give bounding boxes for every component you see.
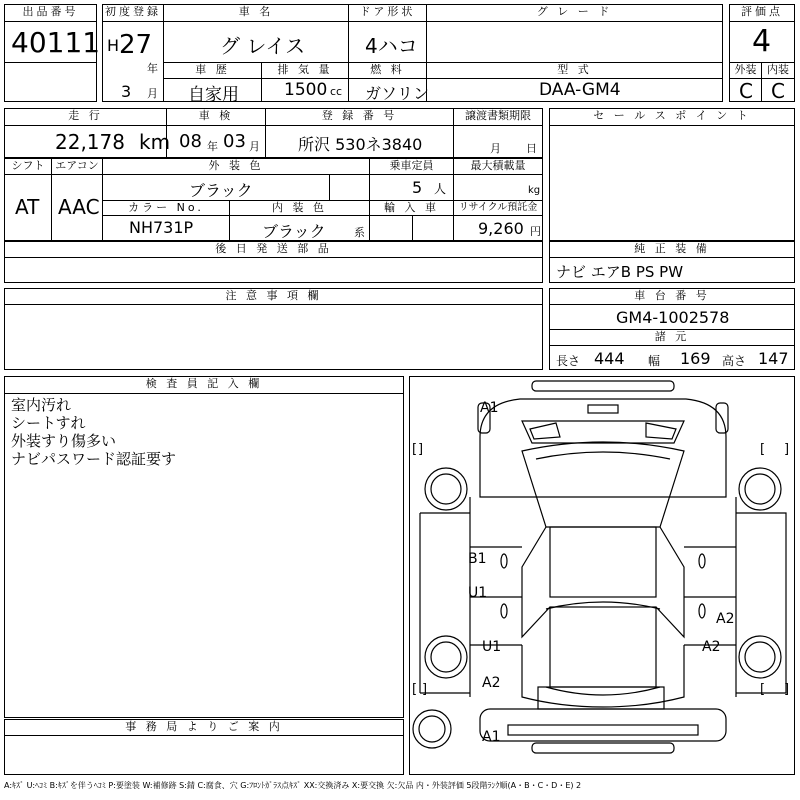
interior-color-header: 内 装 色 (229, 200, 370, 216)
inspection-year-unit: 年 (207, 140, 218, 153)
plate-header: 登 録 番 号 (265, 108, 454, 126)
inspection-cell (166, 125, 266, 158)
sales-point-cell (549, 125, 795, 241)
inspector-line: シートすれ (11, 414, 86, 432)
air-conditioner: AAC (58, 195, 100, 219)
interior-grade: C (771, 79, 785, 103)
mileage: 22,178 (55, 130, 125, 154)
car-diagram (409, 376, 795, 775)
transfer-deadline-header: 譲渡書類期限 (453, 108, 543, 126)
capacity: 5 (412, 178, 423, 197)
door-header: ドア形状 (348, 4, 427, 22)
max-load-cell (453, 174, 543, 201)
exterior-cell (729, 78, 762, 102)
import-cell-a (369, 215, 413, 241)
svg-text:[: [ (412, 682, 418, 697)
equipment-cell (549, 257, 795, 283)
equipment-header: 純 正 装 備 (549, 241, 795, 258)
plate-number: 所沢 530ネ3840 (298, 135, 423, 154)
score: 4 (752, 24, 772, 59)
damage-mark: A2 (702, 639, 721, 655)
svg-text:[: [ (760, 682, 766, 697)
color-number-header: カラー No. (102, 200, 230, 216)
history-header: 車 歴 (163, 62, 262, 79)
transfer-month-unit: 月 (490, 142, 501, 155)
shift: AT (15, 195, 40, 219)
car-name: グ レイス (220, 34, 306, 58)
registration-year: 27 (119, 30, 153, 60)
transfer-deadline-cell (453, 125, 543, 158)
damage-mark: A1 (482, 729, 501, 745)
first-registration-header: 初度登録 (102, 4, 164, 22)
displacement: 1500 (284, 80, 328, 100)
model-code: DAA-GM4 (539, 80, 621, 100)
inspector-line: ナビパスワード認証要す (11, 450, 177, 468)
exterior-color-extra-cell (329, 174, 370, 201)
model-cell (426, 78, 723, 102)
interior-color-cell (229, 215, 370, 241)
width-value: 169 (680, 349, 711, 368)
legend: A:ｷｽﾞ U:ﾍｺﾐ B:ｷｽﾞを伴うﾍｺﾐ P:要塗装 W:補修跡 S:錆 C:腐食、穴 G:ﾌﾛﾝﾄｶﾞﾗｽ点ｷｽﾞ XX:交換済み X:要交換 欠:欠品 内・外装評価 5段階ﾗﾝｸ順(A・B・C・D・E) 2 (4, 781, 582, 790)
chassis-cell (549, 304, 795, 330)
damage-mark: A2 (716, 611, 735, 627)
first-registration-cell (102, 21, 164, 102)
office-cell (4, 735, 404, 775)
inspection-month: 03 (223, 131, 246, 152)
fuel: ガソリン (365, 84, 430, 103)
displacement-cell (261, 78, 349, 102)
score-cell (729, 21, 795, 63)
import-cell-b (412, 215, 454, 241)
svg-text:[: [ (412, 442, 418, 457)
car-name-header: 車 名 (163, 4, 349, 22)
shift-cell (4, 174, 52, 241)
era: H (107, 36, 120, 55)
exterior-header: 外装 (729, 62, 762, 79)
equipment: ナビ エアB PS PW (556, 263, 684, 281)
inspector-header: 検 査 員 記 入 欄 (4, 376, 404, 394)
svg-text:]: ] (784, 682, 790, 697)
dims-cell (549, 345, 795, 370)
damage-mark: U1 (468, 585, 488, 601)
shift-header: シフト (4, 158, 52, 175)
mileage-unit: km (139, 130, 171, 154)
recycle-header: リサイクル預託金 (453, 200, 543, 216)
capacity-header: 乗車定員 (369, 158, 454, 175)
import-header: 輸 入 車 (369, 200, 454, 216)
svg-text:[: [ (760, 442, 766, 457)
height-value: 147 (758, 349, 789, 368)
lot-number-cell (4, 21, 101, 63)
length-label: 長さ (556, 354, 581, 368)
capacity-unit: 人 (434, 182, 447, 196)
score-header: 評価点 (729, 4, 795, 22)
exterior-grade: C (739, 79, 753, 103)
damage-mark: U1 (482, 639, 502, 655)
exterior-color: ブラック (189, 181, 253, 200)
capacity-cell (369, 174, 454, 201)
door-cell (348, 21, 427, 63)
later-parts-cell (4, 257, 543, 283)
dims-header: 諸 元 (549, 329, 795, 346)
later-parts-header: 後 日 発 送 部 品 (4, 241, 543, 258)
year-unit: 年 (147, 62, 158, 75)
inspection-year: 08 (179, 131, 202, 152)
height-label: 高さ (722, 354, 747, 368)
mileage-header: 走 行 (4, 108, 167, 126)
displacement-unit: cc (330, 85, 343, 98)
length-value: 444 (594, 349, 625, 368)
exterior-color-header: 外 装 色 (102, 158, 370, 175)
month-unit: 月 (147, 87, 158, 100)
usage-history: 自家用 (188, 85, 239, 105)
transfer-day-unit: 日 (526, 142, 537, 155)
width-label: 幅 (648, 354, 661, 368)
recycle-cell (453, 215, 543, 241)
mileage-cell (4, 125, 171, 158)
displacement-header: 排 気 量 (261, 62, 349, 79)
damage-mark: A2 (482, 675, 501, 691)
grade-cell (426, 21, 723, 63)
lot-empty-cell (4, 62, 97, 102)
svg-text:]: ] (784, 442, 790, 457)
registration-month: 3 (121, 82, 132, 101)
max-load-header: 最大積載量 (453, 158, 543, 175)
fuel-header: 燃 料 (348, 62, 427, 79)
car-name-cell (163, 21, 349, 63)
damage-mark: B1 (468, 551, 487, 567)
interior-color-suffix: 系 (354, 226, 365, 239)
chassis-number: GM4-1002578 (616, 308, 730, 327)
inspection-month-unit: 月 (249, 140, 260, 153)
max-load-unit: kg (528, 185, 541, 196)
color-number: NH731P (129, 218, 194, 237)
model-header: 型 式 (426, 62, 723, 79)
inspector-cell (4, 393, 404, 718)
inspection-header: 車 検 (166, 108, 266, 126)
history-cell (163, 78, 262, 105)
interior-cell (761, 78, 795, 102)
lot-number-header: 出品番号 (4, 4, 97, 22)
lot-number: 40111 (11, 26, 101, 59)
office-header: 事 務 局 よ り ご 案 内 (4, 719, 404, 736)
inspector-line: 外装すり傷多い (11, 432, 117, 450)
notes-cell (4, 304, 543, 370)
recycle-unit: 円 (530, 225, 541, 238)
recycle-deposit: 9,260 (478, 219, 524, 238)
damage-mark: A1 (480, 400, 499, 416)
sales-point-header: セ ー ル ス ポ イ ン ト (549, 108, 795, 126)
interior-header: 内装 (761, 62, 795, 79)
color-number-cell (102, 215, 230, 241)
ac-header: エアコン (51, 158, 103, 175)
inspector-line: 室内汚れ (11, 396, 72, 414)
notes-header: 注 意 事 項 欄 (4, 288, 543, 305)
car-diagram-drawing (410, 377, 796, 776)
chassis-header: 車 台 番 号 (549, 288, 795, 305)
svg-text:]: ] (422, 682, 428, 697)
ac-cell (51, 174, 103, 241)
interior-color: ブラック (262, 222, 326, 241)
plate-cell (265, 125, 454, 158)
exterior-color-cell (102, 174, 330, 201)
door-type: 4ハコ (365, 34, 418, 58)
svg-text:]: ] (418, 442, 424, 457)
grade-header: グ レ ー ド (426, 4, 723, 22)
fuel-cell (348, 78, 430, 103)
